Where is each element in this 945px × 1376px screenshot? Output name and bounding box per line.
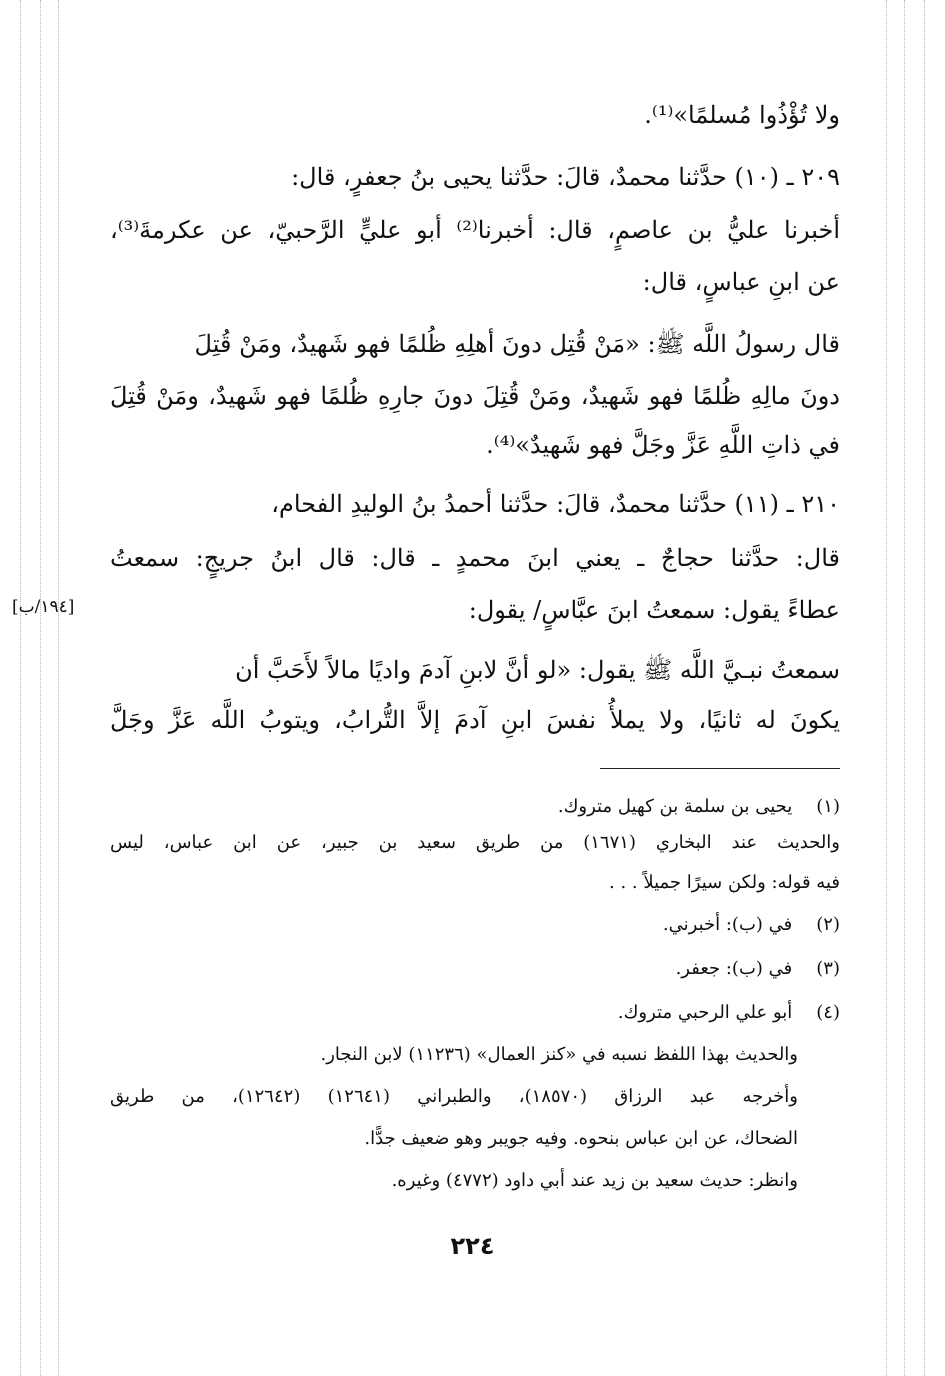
footnote-3-text: في (ب): جعفر. bbox=[675, 958, 793, 979]
footnote-4-line-5: وانظر: حديث سعيد بن زيد عند أبي داود (٤٧٧٢) وغيره. bbox=[391, 1170, 798, 1191]
main-line-2: ٢٠٩ ـ (١٠) حدَّثنا محمدٌ، قالَ: حدَّثنا يحيى بنُ جعفرٍ، قال: bbox=[291, 163, 840, 191]
main-line-9: قال: حدَّثنا حجاجٌ ـ يعني ابنَ محمدٍ ـ قال: قال ابنُ جريجٍ: سمعتُ bbox=[110, 544, 840, 572]
footnotes-block bbox=[110, 0, 840, 1220]
scan-margin-dots-right-3 bbox=[886, 0, 887, 1376]
footnote-1-line-2: والحديث عند البخاري (١٦٧١) من طريق سعيد بن جبير، عن ابن عباس، ليس bbox=[110, 832, 840, 853]
footnote-1-line-3: فيه قوله: ولكن سيرًا جميلاً . . . bbox=[609, 872, 840, 893]
scan-margin-dots-left-1 bbox=[20, 0, 21, 1376]
main-line-5: قال رسولُ اللَّه ﷺ: «مَنْ قُتِل دونَ أهلِهِ ظُلمًا فهو شَهيدٌ، ومَنْ قُتِلَ bbox=[194, 330, 840, 358]
scan-margin-dots-left-3 bbox=[58, 0, 59, 1376]
footnote-4-number: (٤) bbox=[816, 1002, 840, 1023]
main-line-6: دونَ مالِهِ ظُلمًا فهو شَهيدٌ، ومَنْ قُتِلَ دونَ جارِهِ ظُلمًا فهو شَهيدٌ، ومَنْ قُتِلَ bbox=[110, 382, 840, 410]
scan-margin-dots-left-2 bbox=[40, 0, 41, 1376]
footnote-4-line-2: والحديث بهذا اللفظ نسبه في «كنز العمال» (١١٢٣٦) لابن النجار. bbox=[320, 1044, 798, 1065]
main-line-1: ولا تُؤْذُوا مُسلمًا»⁽¹⁾. bbox=[644, 101, 840, 129]
footnote-1-line-1 bbox=[558, 790, 840, 824]
scan-margin-dots-right-2 bbox=[904, 0, 905, 1376]
main-line-10: عطاءً يقول: سمعتُ ابنَ عبَّاسٍ/ يقول: bbox=[468, 596, 840, 624]
margin-folio-note: [١٩٤/ب] bbox=[12, 597, 75, 617]
main-line-4: عن ابنِ عباسٍ، قال: bbox=[642, 268, 840, 296]
footnote-2 bbox=[663, 908, 840, 942]
main-line-3: أخبرنا عليُّ بن عاصمٍ، قال: أخبرنا⁽²⁾ أبو عليٍّ الرَّحبيّ، عن عكرمةَ⁽³⁾، bbox=[110, 216, 840, 244]
footnote-3-number: (٣) bbox=[816, 958, 840, 979]
footnote-2-number: (٢) bbox=[816, 914, 840, 935]
footnote-2-text: في (ب): أخبرني. bbox=[662, 914, 793, 935]
footnote-3 bbox=[676, 952, 840, 986]
main-line-7: في ذاتِ اللَّهِ عَزَّ وجَلَّ فهو شَهيدٌ»⁽⁴⁾. bbox=[486, 431, 840, 459]
page-number: ٢٢٤ bbox=[450, 1232, 495, 1260]
footnote-4-line-1 bbox=[618, 996, 840, 1030]
main-line-11: سمعتُ نبـيَّ اللَّه ﷺ يقول: «لو أنَّ لابنِ آدمَ واديًا مالاً لأَحَبَّ أن bbox=[235, 656, 840, 684]
footnote-4-line-3: وأخرجه عبد الرزاق (١٨٥٧٠)، والطبراني (١٢٦٤١) (١٢٦٤٢)، من طريق bbox=[110, 1086, 798, 1107]
footnote-4-text: أبو علي الرحبي متروك. bbox=[617, 1002, 793, 1023]
footnote-1-text: يحيى بن سلمة بن كهيل متروك. bbox=[557, 796, 793, 817]
footnote-1-number: (١) bbox=[816, 796, 840, 817]
scan-margin-dots-right-1 bbox=[924, 0, 925, 1376]
footnote-4-line-4: الضحاك، عن ابن عباس بنحوه. وفيه جويبر وهو ضعيف جدًّا. bbox=[364, 1128, 798, 1149]
main-line-12: يكونَ له ثانيًا، ولا يملأُ نفسَ ابنِ آدمَ إلاَّ التُّرابُ، ويتوبُ اللَّه عَزَّ وجَلَّ bbox=[110, 706, 840, 734]
main-line-8: ٢١٠ ـ (١١) حدَّثنا محمدٌ، قالَ: حدَّثنا أحمدُ بنُ الوليدِ الفحام، bbox=[271, 490, 840, 518]
